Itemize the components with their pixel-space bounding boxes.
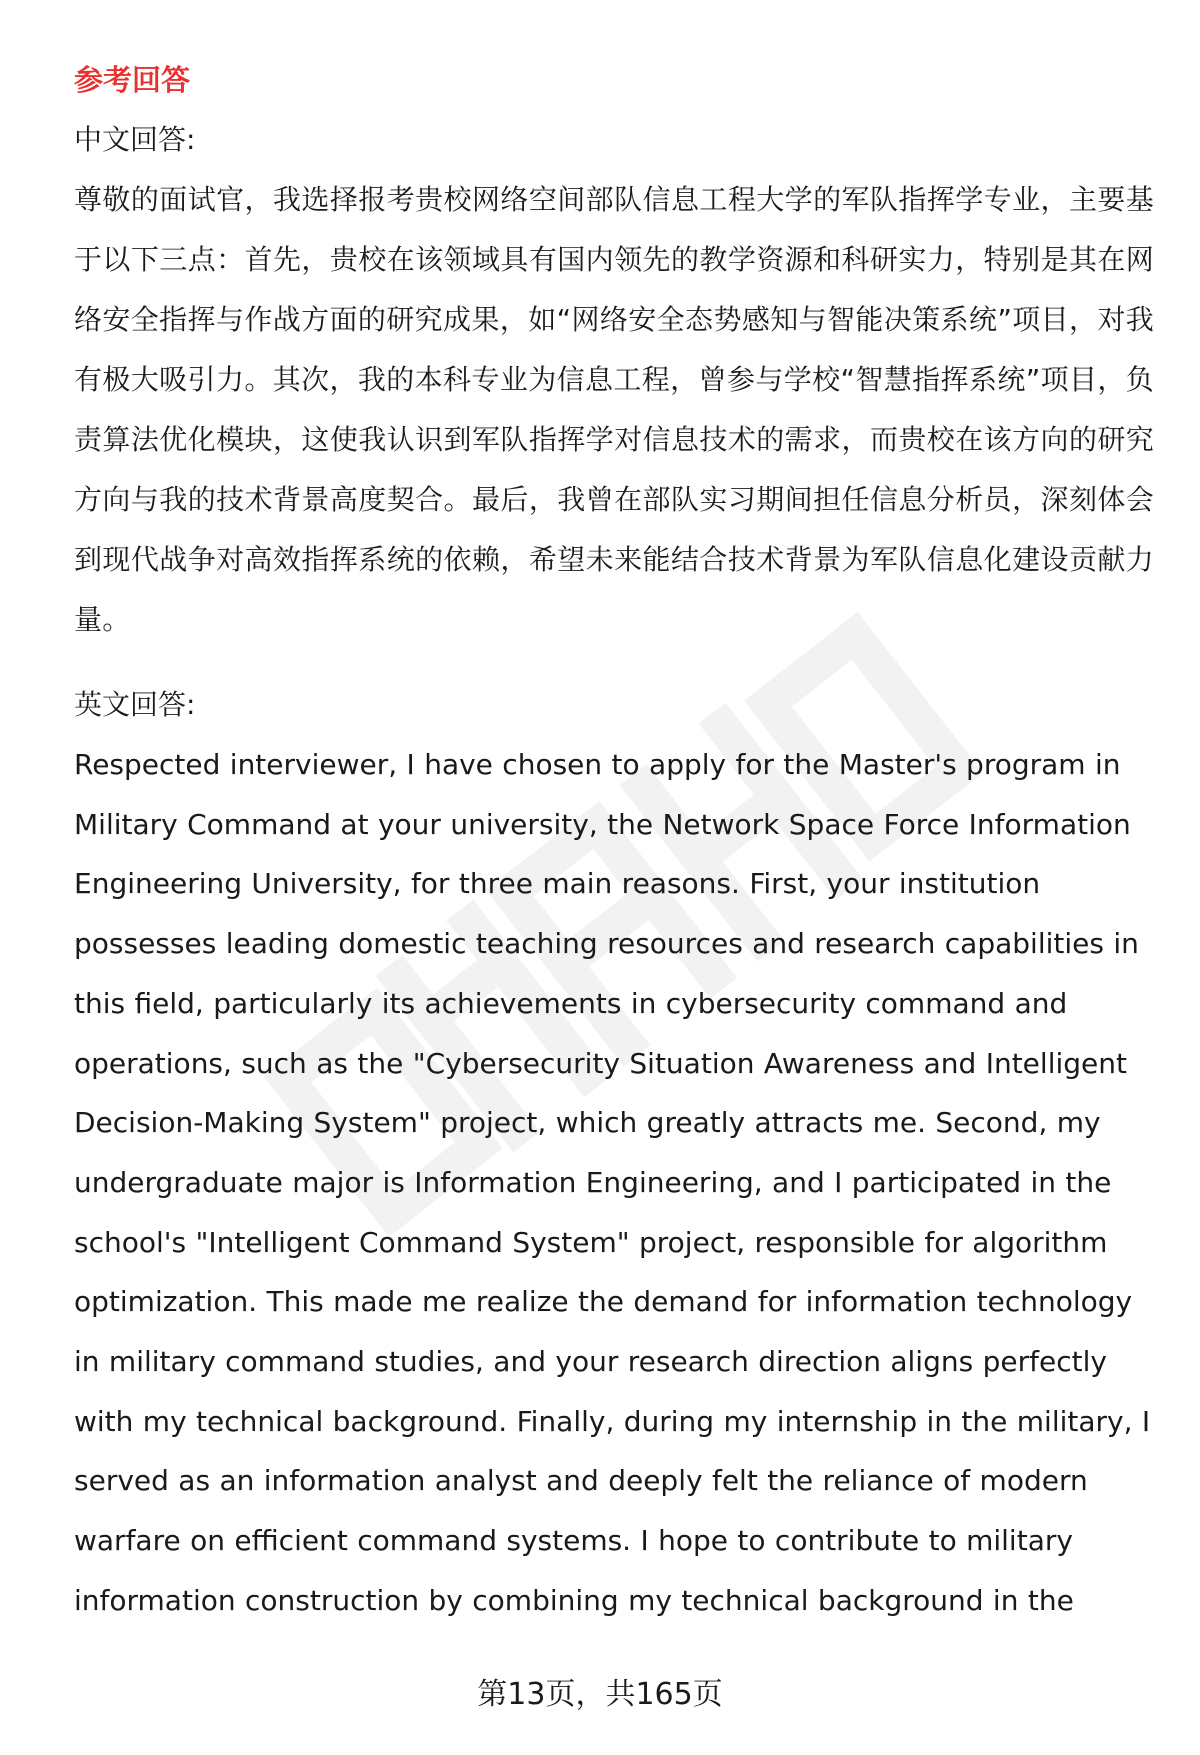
page-number: 第13页，共165页 [477, 1677, 723, 1712]
section-gap [74, 650, 1154, 675]
chinese-answer-label: 中文回答: [74, 123, 196, 156]
chinese-answer-text: 尊敬的面试官，我选择报考贵校网络空间部队信息工程大学的军队指挥学专业，主要基于以下三点：首先，贵校在该领域具有国内领先的教学资源和科研实力，特别是其在网络安全指挥与作战方面的研究成果，如“网络安全态势感知与智能决策系统”项目，对我有极大吸引力。其次，我的本科专业为信息工程，曾参与学校“智慧指挥系统”项目，负责算法优化模块，这使我认识到军队指挥学对信息技术的需求，而贵校在该方向的研究方向与我的技术背景高度契合。最后，我曾在部队实习期间担任信息分析员，深刻体会到现代战争对高效指挥系统的依赖，希望未来能结合技术背景为军队信息化建设贡献力量。 [74, 183, 1154, 636]
section-heading: 参考回答 [74, 63, 191, 97]
english-answer-text: Respected interviewer, I have chosen to apply for the Master's program in Military Command at your university, the Network Space Force Information Engineering University, for three main reasons. First, your institution possesses leading domestic teaching resources and research capabilities in this field, particularly its achievements in cybersecurity command and operations, such as the "Cybersecurity Situation Awareness and Intelligent Decision-Making System" project, which greatly attracts me. Second, my undergraduate major is Information Engineering, and I participated in the school's "Intelligent Command System" project, responsible for algorithm optimization. This made me realize the demand for information technology in military command studies, and your research direction aligns perfectly with my technical background. Finally, during my internship in the military, I served as an information analyst and deeply felt the reliance of modern warfare on efficient command systems. I hope to contribute to military information construction by combining my technical background in the [74, 748, 1151, 1617]
english-answer-label: 英文回答: [74, 688, 196, 721]
document-page [74, 50, 1154, 1631]
